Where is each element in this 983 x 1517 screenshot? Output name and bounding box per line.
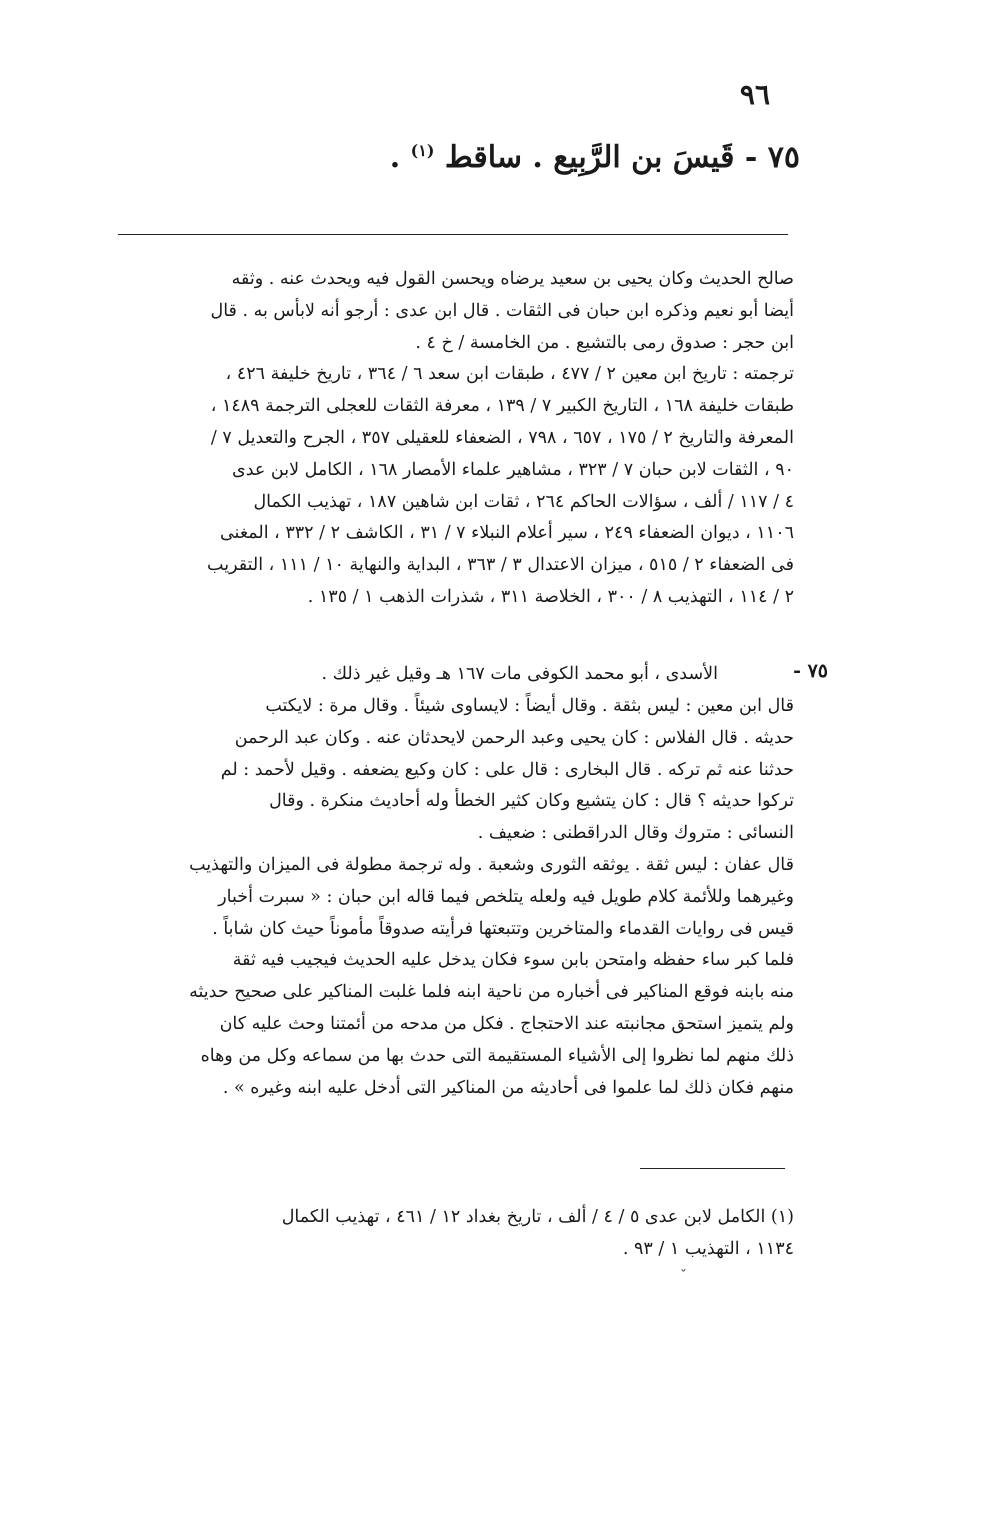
text-line: حدثنا عنه ثم تركه . قال البخارى : قال على : كان وكيع يضعفه . وقيل لأحمد : لم xyxy=(220,759,794,780)
commentary-block-75 xyxy=(118,691,794,1104)
text-line: ٢ / ١١٤ ، التهذيب ٨ / ٣٠٠ ، الخلاصة ٣١١ ، شذرات الذهب ١ / ١٣٥ . xyxy=(307,586,794,607)
entry-heading-text: ٧٥ - قَيسَ بن الرَّبِيع . ساقط xyxy=(444,140,800,175)
entry-heading xyxy=(300,140,800,175)
text-line: منه بابنه فوقع المناكير فى أخباره من ناحية ابنه فلما غلبت المناكير على صحيح حديثه xyxy=(189,982,794,1003)
text-line: المعرفة والتاريخ ٢ / ١٧٥ ، ٦٥٧ ، ٧٩٨ ، الضعفاء للعقيلى ٣٥٧ ، الجرح والتعديل ٧ / xyxy=(210,427,794,448)
ink-speck: ˇ xyxy=(680,1268,687,1284)
footnote-line: ١١٣٤ ، التهذيب ١ / ٩٣ . xyxy=(622,1238,794,1259)
text-line: قيس فى روايات القدماء والمتاخرين وتتبعتها فرأيته صدوقاً مأموناً حيث كان شاباً . xyxy=(212,918,794,939)
text-line: ٩٠ ، الثقات لابن حبان ٧ / ٣٢٣ ، مشاهير علماء الأمصار ١٦٨ ، الكامل لابن عدى xyxy=(232,459,794,480)
text-line: وغيرهما وللأئمة كلام طويل فيه ولعله يتلخص فيما قاله ابن حبان : « سبرت أخبار xyxy=(218,886,794,907)
text-line: حديثه . قال الفلاس : كان يحيى وعبد الرحمن لايحدثان عنه . وكان عبد الرحمن xyxy=(234,727,794,748)
text-line: منهم فكان ذلك لما علموا فى أحاديثه من المناكير التى أدخل عليه ابنه وغيره » . xyxy=(222,1077,794,1098)
text-line: الأسدى ، أبو محمد الكوفى مات ١٦٧ هـ وقيل غير ذلك . xyxy=(321,664,718,684)
commentary-75-first-line xyxy=(118,659,718,691)
entry-marker: ٧٥ - xyxy=(793,660,828,682)
entry-heading-end: . xyxy=(389,140,411,175)
text-line: صالح الحديث وكان يحيى بن سعيد يرضاه ويحسن القول فيه ويحدث عنه . وثقه xyxy=(231,269,794,289)
footnote-line: (١) الكامل لابن عدى ٥ / ٤ / ألف ، تاريخ بغداد ١٢ / ٤٦١ ، تهذيب الكمال xyxy=(281,1207,794,1227)
separator-rule xyxy=(118,234,788,235)
text-line: النسائى : متروك وقال الدراقطنى : ضعيف . xyxy=(477,823,794,844)
footnote xyxy=(118,1202,794,1266)
text-line: ترجمته : تاريخ ابن معين ٢ / ٤٧٧ ، طبقات ابن سعد ٦ / ٣٦٤ ، تاريخ خليفة ٤٢٦ ، xyxy=(225,364,794,385)
text-line: ٤ / ١١٧ / ألف ، سؤالات الحاكم ٢٦٤ ، ثقات ابن شاهين ١٨٧ ، تهذيب الكمال xyxy=(253,491,794,512)
text-line: أيضا أبو نعيم وذكره ابن حبان فى الثقات . قال ابن عدى : أرجو أنه لابأس به . قال xyxy=(210,300,794,321)
text-line: ١١٠٦ ، ديوان الضعفاء ٢٤٩ ، سير أعلام النبلاء ٧ / ٣١ ، الكاشف ٢ / ٣٣٢ ، المغنى xyxy=(219,523,794,544)
text-line: قال ابن معين : ليس بثقة . وقال أيضاً : لايساوى شيئاً . وقال مرة : لايكتب xyxy=(265,696,794,716)
footnote-rule xyxy=(640,1168,785,1169)
text-line: فى الضعفاء ٢ / ٥١٥ ، ميزان الاعتدال ٣ / ٣٦٣ ، البداية والنهاية ١٠ / ١١١ ، التقريب xyxy=(207,555,794,576)
text-line: ولم يتميز استحق مجانبته عند الاحتجاج . فكل من مدحه من أئمتنا وحث عليه كان xyxy=(219,1013,794,1034)
text-line: قال عفان : ليس ثقة . يوثقه الثورى وشعبة . وله ترجمة مطولة فى الميزان والتهذيب xyxy=(189,854,794,875)
text-line: ذلك منهم لما نظروا إلى الأشياء المستقيمة التى حدث بها من سماعه وكل من وهاه xyxy=(200,1045,794,1066)
text-line: ابن حجر : صدوق رمى بالتشيع . من الخامسة / خ ٤ . xyxy=(415,332,794,353)
commentary-block-top xyxy=(118,264,794,614)
text-line: طبقات خليفة ١٦٨ ، التاريخ الكبير ٧ / ١٣٩ ، معرفة الثقات للعجلى الترجمة ١٤٨٩ ، xyxy=(210,396,794,417)
text-line: فلما كبر ساء حفظه وامتحن بابن سوء فكان يدخل عليه الحديث فيجيب فيه ثقة xyxy=(232,950,794,971)
text-line: تركوا حديثه ؟ قال : كان يتشيع وكان كثير الخطأ وله أحاديث منكرة . وقال xyxy=(269,791,794,812)
page-number: ٩٦ xyxy=(739,78,770,111)
footnote-reference: (١) xyxy=(410,141,435,160)
